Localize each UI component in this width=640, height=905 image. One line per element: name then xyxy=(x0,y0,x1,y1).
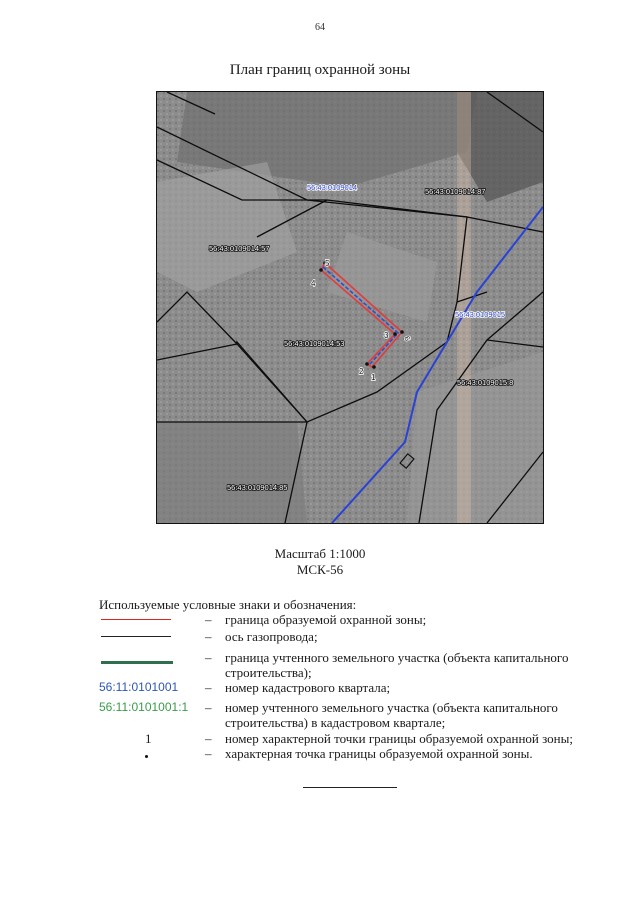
black-line-icon xyxy=(101,636,171,637)
legend-symbol xyxy=(99,746,194,761)
quarter-label: 56:43:0109015 xyxy=(455,310,506,319)
point-label: 5 xyxy=(325,259,330,268)
page-number: 64 xyxy=(315,22,325,33)
cadastral-map xyxy=(156,91,544,524)
legend-symbol xyxy=(99,654,194,669)
parcel-label: 56:43:0109014:53 xyxy=(284,339,345,348)
legend-dash: – xyxy=(205,731,212,746)
legend-dash: – xyxy=(205,746,212,761)
legend-desc: характерная точка границы образуемой охранной зоны. xyxy=(225,746,533,761)
image-seam xyxy=(457,92,471,523)
legend-desc: граница образуемой охранной зоны; xyxy=(225,612,427,627)
point-label: 6 xyxy=(402,334,413,343)
legend-dash: – xyxy=(205,680,212,695)
legend-symbol-quarter: 56:11:0101001 xyxy=(99,680,179,694)
map-svg xyxy=(157,92,543,523)
point-label: 1 xyxy=(371,373,376,382)
point-label: 3 xyxy=(384,331,389,340)
legend-dash: – xyxy=(205,612,212,627)
parcel-label: 56:43:0109014:87 xyxy=(425,187,486,196)
dot-icon xyxy=(145,755,148,758)
legend-dash: – xyxy=(205,629,212,644)
legend-desc: ось газопровода; xyxy=(225,629,318,644)
parcel-label: 56:43:0109014:85 xyxy=(227,483,288,492)
legend-symbol xyxy=(99,629,194,644)
legend-title: Используемые условные знаки и обозначения: xyxy=(99,597,357,612)
legend-dash: – xyxy=(205,700,212,715)
page-title: План границ охранной зоны xyxy=(229,62,411,78)
legend-symbol xyxy=(99,731,194,746)
legend-symbol xyxy=(99,612,194,627)
point-label: 2 xyxy=(359,367,364,376)
building-block xyxy=(157,422,307,523)
map-scale: Масштаб 1:1000 xyxy=(274,546,366,561)
legend-desc: номер характерной точки границы образуемой охранной зоны; xyxy=(225,731,573,746)
legend-desc: номер учтенного земельного участка (объекта капитального строительства) в кадастровом квартале; xyxy=(225,700,558,730)
legend-desc: граница учтенного земельного участка (объекта капитального строительства); xyxy=(225,650,569,680)
point-label: 4 xyxy=(311,279,316,288)
parcel-label: 56:43:0109015:8 xyxy=(457,378,514,387)
green-line-icon xyxy=(101,661,173,664)
legend-symbol-parcel: 56:11:0101001:1 xyxy=(99,700,189,714)
legend-symbol-number: 1 xyxy=(145,731,152,746)
legend-dash: – xyxy=(205,650,212,665)
parcel-label: 56:43:0109014:57 xyxy=(209,244,270,253)
footer-divider xyxy=(303,787,397,788)
coordinate-system: МСК-56 xyxy=(296,562,344,577)
quarter-label: 56:43:0109014 xyxy=(307,183,358,192)
red-line-icon xyxy=(101,619,171,620)
legend-desc: номер кадастрового квартала; xyxy=(225,680,391,695)
